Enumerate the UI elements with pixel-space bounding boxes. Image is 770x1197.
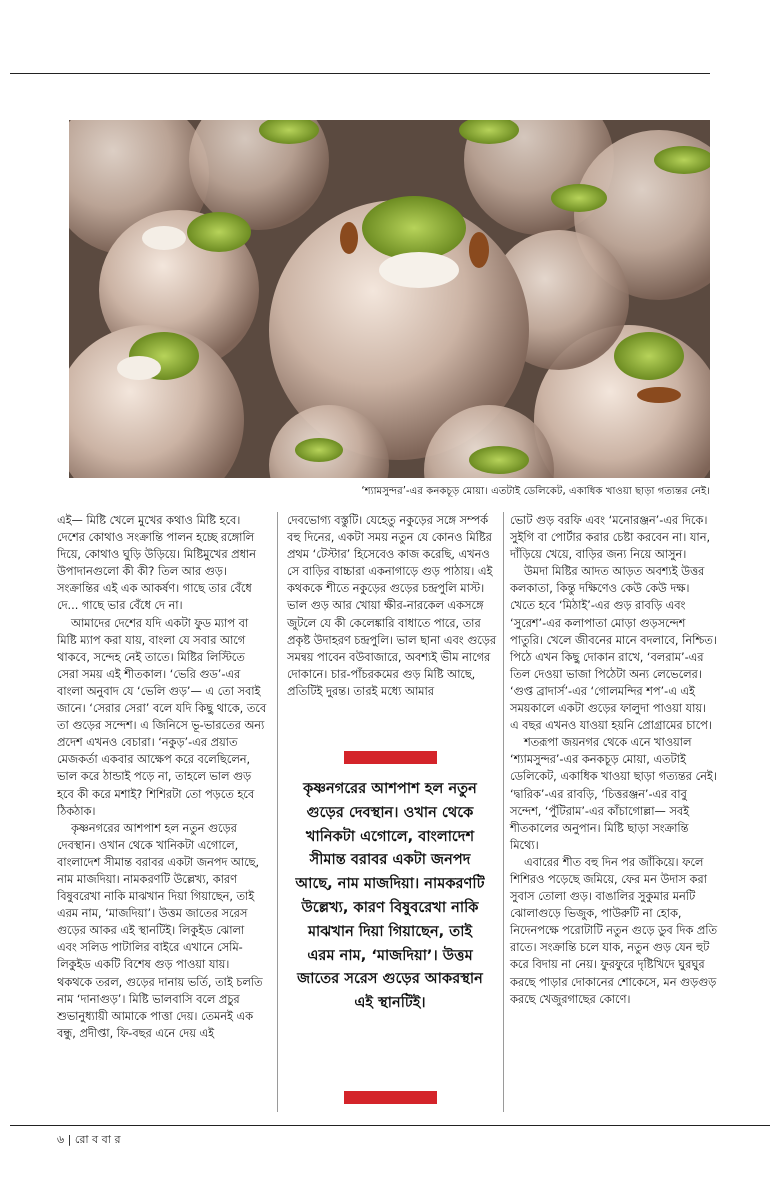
- paragraph: ভোট গুড় বরফি এবং ‘মনোরঞ্জন’-এর দিকে। সুইগি বা পোর্টার করার চেষ্টা করবেন না। যান, দাঁড়িয়ে খেয়ে, বাড়ির জন্য নিয়ে আসুন।: [510, 514, 711, 562]
- photo-caption: ‘শ্যামসুন্দর’-এর কনকচূড় মোয়া। এতটাই ডেলিকেট, একাধিক খাওয়া ছাড়া গত্যন্তর নেই।: [361, 486, 710, 497]
- paragraph: এই— মিষ্টি খেলে মুখের কথাও মিষ্টি হবে। দেশের কোথাও সংক্রান্তি পালন হচ্ছে রঙ্গোলি দিয়ে, কোথাও ঘুড়ি উড়িয়ে। মিষ্টিমুখের প্রধান উপাদানগুলো কী কী? তিল আর গুড়। সংক্রান্তির এই এক আকর্ষণ। গাছে তার বেঁধে দে... গাছে ভার বেঁধে দে না।: [57, 514, 256, 613]
- paragraph: দেবভোগ্য বস্তুটি। যেহেতু নকুড়ের সঙ্গে সম্পর্ক বহু দিনের, একটা সময় নতুন যে কোনও মিষ্টির প্রথম ‘টেস্টার’ হিসেবেও কাজ করেছি, এখনও সে বাড়ির বাচ্চারা একনাগাড়ে গুড় পাঠায়। এই কথককে শীতে নকুড়ের গুড়ের চন্দ্রপুলি মাস্ট। ভাল গুড় আর খোয়া ক্ষীর-নারকেল একসঙ্গে জুটলে যে কী কেলেঙ্কারি বাধাতে পারে, তার প্রকৃষ্ট উদাহরণ চন্দ্রপুলি। ভাল ছানা এবং গুড়ের সমন্বয় পাবেন বউবাজারে, অবশ্যই ভীম নাগের দোকানে। চার-পাঁচরকমের গুড় মিষ্টি আছে, প্রতিটিই দুরন্ত। তারই মধ্যে আমার: [287, 514, 497, 698]
- pullquote-top-bar: [344, 751, 437, 764]
- paragraph: শতরূপা জয়নগর থেকে এনে খাওয়াল ‘শ্যামসুন্দর’-এর কনকচূড় মোয়া, এতটাই ডেলিকেট, একাধিক খাওয়া ছাড়া গত্যন্তর নেই। ‘দ্বারিক’-এর রাবড়ি, ‘চিত্তরঞ্জন’-এর বাবু সন্দেশ, ‘পুঁটিরাম’-এর কাঁচাগোল্লা— সবই শীতকালের অনুপান। মিষ্টি ছাড়া সংক্রান্তি মিথ্যে।: [510, 736, 717, 852]
- pullquote-bottom-bar: [344, 1091, 437, 1104]
- pullquote: কৃষ্ণনগরের আশপাশ হল নতুন গুড়ের দেবস্থান। ওখান থেকে খানিকটা এগোলে, বাংলাদেশ সীমান্ত বরাবর একটা জনপদ আছে, নাম মাজদিয়া। নামকরণটি উল্লেখ্য, কারণ বিষুবরেখা নাকি মাঝখান দিয়া গিয়াছেন, তাই এরম নাম, ‘মাজদিয়া’। উত্তম জাতের সরেস গুড়ের আকরস্থান এই স্থানটিই।: [295, 780, 485, 1012]
- paragraph: আমাদের দেশের যদি একটা ফুড ম্যাপ বা মিষ্টি ম্যাপ করা যায়, বাংলা যে সবার আগে থাকবে, সন্দেহ নেই তাতে। মিষ্টির লিস্টিতে সেরা সময় এই শীতকাল। ‘ভেরি গুড’-এর বাংলা অনুবাদ যে ‘ভেলি গুড়’— এ তো সবাই জানে। ‘সেরার সেরা’ বলে যদি কিছু থাকে, তবে তা গুড়ের সন্দেশ। এ জিনিসে ভূ-ভারতের অন্য প্রদেশ এখনও বেচারা। ‘নকুড়’-এর প্রয়াত মেজকর্তা একবার আক্ষেপ করে বলেছিলেন, ভাল করে ঠান্ডাই পড়ে না, তাহলে ভাল গুড় হবে কী করে মশাই? শিশিরটা তো পড়তে হবে ঠিকঠাক।: [57, 616, 267, 818]
- paragraph: কৃষ্ণনগরের আশপাশ হল নতুন গুড়ের দেবস্থান। ওখান থেকে খানিকটা এগোলে, বাংলাদেশ সীমান্ত বরাবর একটা জনপদ আছে, নাম মাজদিয়া। নামকরণটি উল্লেখ্য, কারণ বিষুবরেখা নাকি মাঝখান দিয়া গিয়াছেন, তাই এরম নাম, ‘মাজদিয়া’। উত্তম জাতের সরেস গুড়ের আকর এই স্থানটিই। লিকুইড ঝোলা এবং সলিড পাটালির বাইরে এখানে সেমি-লিকুইড একটি বিশেষ গুড় পাওয়া যায়। থকথকে তরল, গুড়ের দানায় ভর্তি, তাই চলতি নাম ‘দানাগুড়’। মিষ্টি ভালবাসি বলে প্রচুর শুভানুধ্যায়ী আমাকে পাত্তা দেয়। তেমনই এক বন্ধু, প্রদীপ্তা, ফি-বছর এনে দেয় এই: [57, 821, 263, 1040]
- column-divider: [503, 512, 504, 1112]
- page-footer: ৬ | রো ব বা র: [57, 1133, 121, 1146]
- column-divider: [277, 512, 278, 1112]
- article-column-1: [57, 512, 267, 1042]
- article-column-2: [287, 512, 500, 700]
- bottom-rule: [10, 1125, 770, 1126]
- top-rule: [10, 73, 710, 74]
- paragraph: উমদা মিষ্টির আদত আড়ত অবশ্যই উত্তর কলকাতা, কিন্তু দক্ষিণেও কেউ কেউ দক্ষ। খেতে হবে ‘মিঠাই’-এর গুড় রাবড়ি এবং ‘সুরেশ’-এর কলাপাতা মোড়া গুড়সন্দেশ পাতুরি। খেলে জীবনের মানে বদলাবে, নিশ্চিত। পিঠে এখন কিছু দোকান রাখে, ‘বলরাম’-এর তিল দেওয়া ভাজা পিঠেটা অন্য লেভেলের। ‘গুপ্ত ব্রাদার্স’-এর ‘গোলমন্দির শপ’-এ এই সময়কালে একটা গুড়ের ফালুদা পাওয়া যায়। এ বছর এখনও যাওয়া হয়নি প্রোগ্রামের চাপে।: [510, 565, 717, 733]
- article-column-3: [510, 512, 718, 1008]
- sweets-photo: [69, 120, 710, 478]
- paragraph: এবারের শীত বহু দিন পর জাঁকিয়ে। ফলে শিশিরও পড়েছে জমিয়ে, ফের মন উদাস করা সুবাস তোলা গুড়। বাঙালির সুকুমার মনটি ঝোলাগুড়ে ভিজুক, পাউরুটি না হোক, নিদেনপক্ষে পরোটাটি নতুন গুড়ে ডুব দিক প্রতি রাতে। সংক্রান্তি চলে যাক, নতুন গুড় যেন হুট করে বিদায় না নেয়। ফুরফুরে দৃষ্টিখিদে ঘুরঘুর করছে পাড়ার দোকানের শোকেসে, মন গুড়গুড় করছে খেজুরগাছের কোণে।: [510, 855, 718, 1006]
